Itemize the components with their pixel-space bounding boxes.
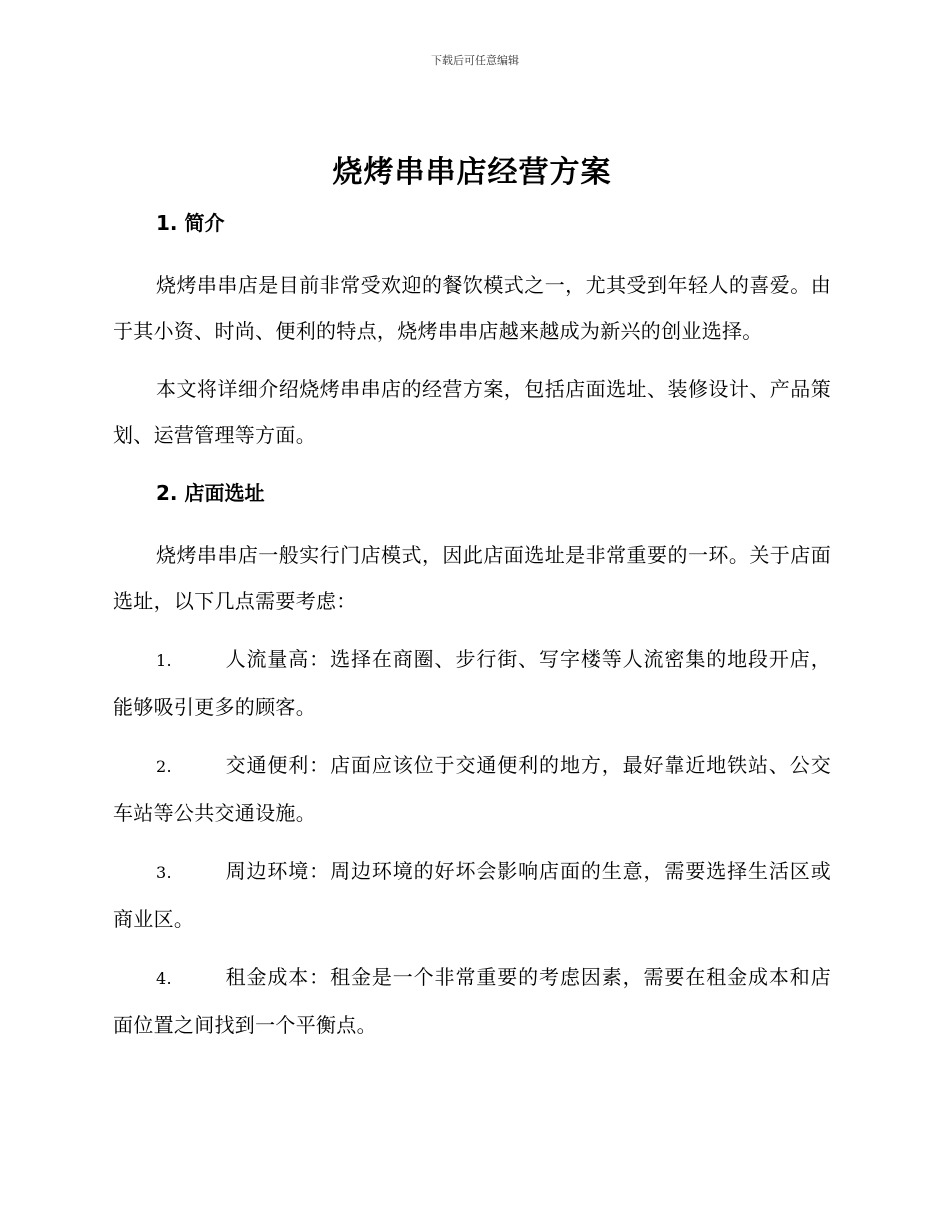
- list-number: 2.: [156, 757, 172, 776]
- list-item-text: 租金成本：租金是一个非常重要的考虑因素，需要在租金成本和店面位置之间找到一个平衡点。: [113, 965, 831, 1037]
- numbered-list: [113, 636, 831, 1048]
- section-heading-location: 2. 店面选址: [156, 481, 265, 505]
- paragraph: 烧烤串串店一般实行门店模式，因此店面选址是非常重要的一环。关于店面选址，以下几点需要考虑：: [113, 543, 831, 613]
- list-item: [113, 848, 831, 942]
- page-header-note: 下载后可任意编辑: [431, 54, 519, 67]
- list-item: [113, 954, 831, 1048]
- list-item: [113, 742, 831, 836]
- list-item-text: 交通便利：店面应该位于交通便利的地方，最好靠近地铁站、公交车站等公共交通设施。: [113, 753, 831, 825]
- section-heading-intro: 1. 简介: [156, 211, 225, 235]
- list-item-text: 周边环境：周边环境的好坏会影响店面的生意，需要选择生活区或商业区。: [113, 859, 831, 931]
- document-title: 烧烤串串店经营方案: [332, 155, 612, 190]
- document-body: [113, 148, 831, 1048]
- list-number: 3.: [156, 863, 172, 882]
- paragraph: 本文将详细介绍烧烤串串店的经营方案，包括店面选址、装修设计、产品策划、运营管理等方面。: [113, 377, 831, 447]
- list-item: [113, 636, 831, 730]
- paragraph: 烧烤串串店是目前非常受欢迎的餐饮模式之一，尤其受到年轻人的喜爱。由于其小资、时尚、便利的特点，烧烤串串店越来越成为新兴的创业选择。: [113, 273, 831, 343]
- list-item-text: 人流量高：选择在商圈、步行街、写字楼等人流密集的地段开店，能够吸引更多的顾客。: [113, 647, 831, 719]
- list-number: 4.: [156, 969, 172, 988]
- list-number: 1.: [156, 651, 172, 670]
